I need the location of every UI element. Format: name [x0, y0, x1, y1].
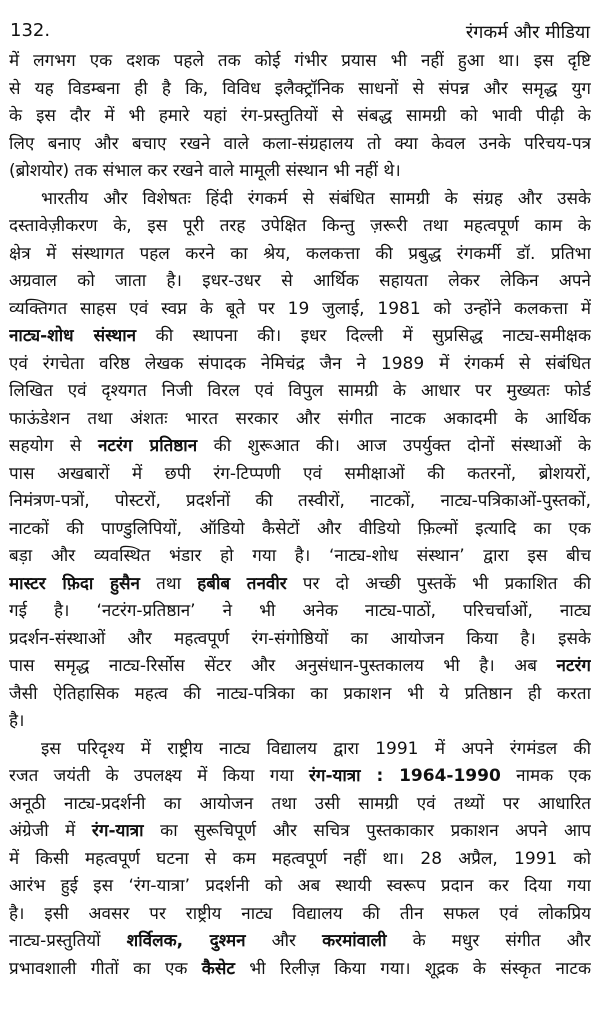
- text-line: [9, 818, 591, 846]
- text-line: [9, 763, 591, 791]
- text-segment: भारतीय और विशेषतः हिंदी रंगकर्म से संबंधित सामग्री के संग्रह और उसके: [41, 188, 591, 209]
- text-line: [9, 268, 591, 296]
- text-segment: भी रिलीज़ किया गया। शूद्रक के संस्कृत नाटक: [234, 958, 591, 979]
- text-segment: है।: [9, 711, 25, 731]
- text-line: [9, 158, 591, 186]
- text-line: [9, 928, 591, 956]
- text-line: [9, 351, 591, 379]
- text-line: [9, 571, 591, 599]
- text-line: [9, 433, 591, 461]
- text-segment: से यह विडम्बना ही है कि, विविध इलैक्ट्रॉनिक साधनों से संपन्न और समृद्ध युग: [9, 78, 591, 99]
- text-segment: गई है। ‘नटरंग-प्रतिष्ठान’ ने भी अनेक नाट्य-पाठों, परिचर्चाओं, नाट्य: [9, 601, 591, 621]
- text-segment: में लगभग एक दशक पहले तक कोई गंभीर प्रयास भी नहीं हुआ था। इस दृष्टि: [9, 51, 591, 71]
- text-segment: लिखित एवं दृश्यगत निजी विरल एवं विपुल सामग्री के आधार पर मुख्यतः फोर्ड: [9, 381, 591, 401]
- text-line: [9, 653, 591, 681]
- text-segment: नाटकों की पाण्डुलिपियों, ऑडियो कैसेटों और वीडियो फ़िल्मों इत्यादि का एक: [9, 518, 591, 539]
- text-line: [9, 406, 591, 434]
- text-segment: फाऊंडेशन तथा अंशतः भारत सरकार और संगीत नाटक अकादमी के आर्थिक: [9, 408, 591, 429]
- text-segment: अग्रवाल को जाता है। इधर-उधर से आर्थिक सहायता लेकर लेकिन अपने: [9, 271, 591, 291]
- bold-text-segment: नटरंग: [556, 656, 591, 676]
- text-segment: सहयोग से: [9, 436, 98, 456]
- text-segment: दस्तावेज़ीकरण के, इस पूरी तरह उपेक्षित किन्तु ज़रूरी तथा महत्वपूर्ण काम के: [9, 216, 591, 236]
- text-line: [9, 626, 591, 654]
- text-line: [9, 323, 591, 351]
- text-line: [9, 873, 591, 901]
- bold-text-segment: कैसेट: [201, 958, 235, 979]
- text-line: [9, 241, 591, 269]
- text-line: [9, 681, 591, 709]
- text-line: [9, 378, 591, 406]
- text-segment: निमंत्रण-पत्रों, पोस्टरों, प्रदर्शनों की तस्वीरों, नाटकों, नाट्य-पत्रिकाओं-पुस्तकों,: [9, 491, 591, 511]
- text-line: [9, 846, 591, 874]
- text-line: [9, 956, 591, 984]
- text-line: [9, 296, 591, 324]
- text-segment: नामक एक: [500, 766, 591, 786]
- text-line: [9, 516, 591, 544]
- text-line: [9, 488, 591, 516]
- text-segment: अंग्रेजी में: [9, 821, 92, 841]
- text-segment: प्रदर्शन-संस्थाओं और महत्वपूर्ण रंग-संगोष्ठियों का आयोजन किया है। इसके: [9, 628, 591, 649]
- text-segment: बड़ा और व्यवस्थित भंडार हो गया है। ‘नाट्य-शोध संस्थान’ द्वारा इस बीच: [9, 546, 591, 566]
- running-title: रंगकर्म और मीडिया: [465, 22, 590, 43]
- text-segment: इस परिदृश्य में राष्ट्रीय नाट्य विद्यालय द्वारा 1991 में अपने रंगमंडल की: [41, 738, 591, 759]
- bold-text-segment: हबीब तनवीर: [197, 573, 287, 594]
- text-segment: की शुरूआत की। आज उपर्युक्त दोनों संस्थाओं के: [197, 436, 591, 456]
- bold-text-segment: नाट्य-शोध संस्थान: [9, 326, 137, 346]
- text-segment: के मधुर संगीत और: [386, 931, 591, 951]
- bold-text-segment: शर्विलक, दुश्मन: [126, 931, 246, 951]
- text-segment: का सुरूचिपूर्ण और सचित्र पुस्तकाकार प्रकाशन अपने आप: [143, 821, 591, 841]
- text-segment: रजत जयंती के उपलक्ष्य में किया गया: [9, 766, 309, 786]
- text-segment: पास अखबारों में छपी रंग-टिप्पणी एवं समीक्षाओं की कतरनों, ब्रोशयरों,: [9, 463, 591, 484]
- text-line: [9, 48, 591, 76]
- text-segment: नाट्य-प्रस्तुतियों: [9, 931, 127, 951]
- text-segment: क्षेत्र में संस्थागत पहल करने का श्रेय, कलकत्ता की प्रबुद्ध रंगकर्मी डॉ. प्रतिभा: [9, 243, 591, 264]
- text-segment: अनूठी नाट्य-प्रदर्शनी का आयोजन तथा उसी सामग्री एवं तथ्यों पर आधारित: [9, 793, 591, 814]
- text-segment: जैसी ऐतिहासिक महत्व की नाट्य-पत्रिका का प्रकाशन भी ये प्रतिष्ठान ही करता: [9, 683, 591, 704]
- text-segment: प्रभावशाली गीतों का एक: [9, 958, 202, 979]
- text-segment: पर दो अच्छी पुस्तकें भी प्रकाशित की: [286, 573, 591, 594]
- text-segment: एवं रंगचेता वरिष्ठ लेखक संपादक नेमिचंद्र जैन ने 1989 में रंगकर्म से संबंधित: [9, 353, 591, 374]
- text-segment: व्यक्तिगत साहस एवं स्वप्न के बूते पर 19 जुलाई, 1981 को उन्होंने कलकत्ता में: [9, 298, 591, 319]
- bold-text-segment: रंग-यात्रा: [91, 821, 144, 841]
- bold-text-segment: करमांवाली: [322, 931, 387, 951]
- text-segment: की स्थापना की। इधर दिल्ली में सुप्रसिद्ध नाट्य-समीक्षक: [136, 326, 591, 346]
- text-line: [9, 461, 591, 489]
- text-line: [9, 213, 591, 241]
- text-line: [9, 543, 591, 571]
- bold-text-segment: नटरंग प्रतिष्ठान: [97, 436, 198, 456]
- text-segment: और: [245, 931, 323, 951]
- text-segment: में किसी महत्वपूर्ण घटना से कम महत्वपूर्ण नहीं था। 28 अप्रैल, 1991 को: [9, 848, 591, 869]
- page-header: [10, 20, 590, 46]
- text-line: [9, 736, 591, 764]
- bold-text-segment: रंग-यात्रा : 1964-1990: [308, 766, 501, 786]
- text-segment: लिए बनाए और बचाए रखने वाले कला-संग्रहालय तो क्या केवल उनके परिचय-पत्र: [9, 133, 591, 154]
- text-segment: (ब्रोशयोर) तक संभाल कर रखने वाले मामूली संस्थान भी नहीं थे।: [9, 161, 401, 181]
- text-line: [9, 901, 591, 929]
- text-segment: आरंभ हुई इस ‘रंग-यात्रा’ प्रदर्शनी को अब स्थायी स्वरूप प्रदान कर दिया गया: [9, 876, 591, 896]
- text-line: [9, 791, 591, 819]
- text-segment: पास समृद्ध नाट्य-रिर्सोस सेंटर और अनुसंधान-पुस्तकालय भी है। अब: [9, 656, 557, 676]
- text-segment: है। इसी अवसर पर राष्ट्रीय नाट्य विद्यालय की तीन सफल एवं लोकप्रिय: [9, 903, 591, 924]
- text-line: [9, 186, 591, 214]
- page-number: 132.: [10, 20, 51, 41]
- body-text: [9, 48, 591, 983]
- text-segment: के इस दौर में भी हमारे यहां रंग-प्रस्तुतियों से संबद्ध सामग्री को भावी पीढ़ी के: [9, 106, 591, 126]
- text-line: [9, 131, 591, 159]
- bold-text-segment: मास्टर फ़िदा हुसैन: [9, 573, 140, 594]
- text-segment: तथा: [139, 573, 198, 594]
- text-line: [9, 103, 591, 131]
- text-line: [9, 708, 591, 736]
- text-line: [9, 598, 591, 626]
- text-line: [9, 76, 591, 104]
